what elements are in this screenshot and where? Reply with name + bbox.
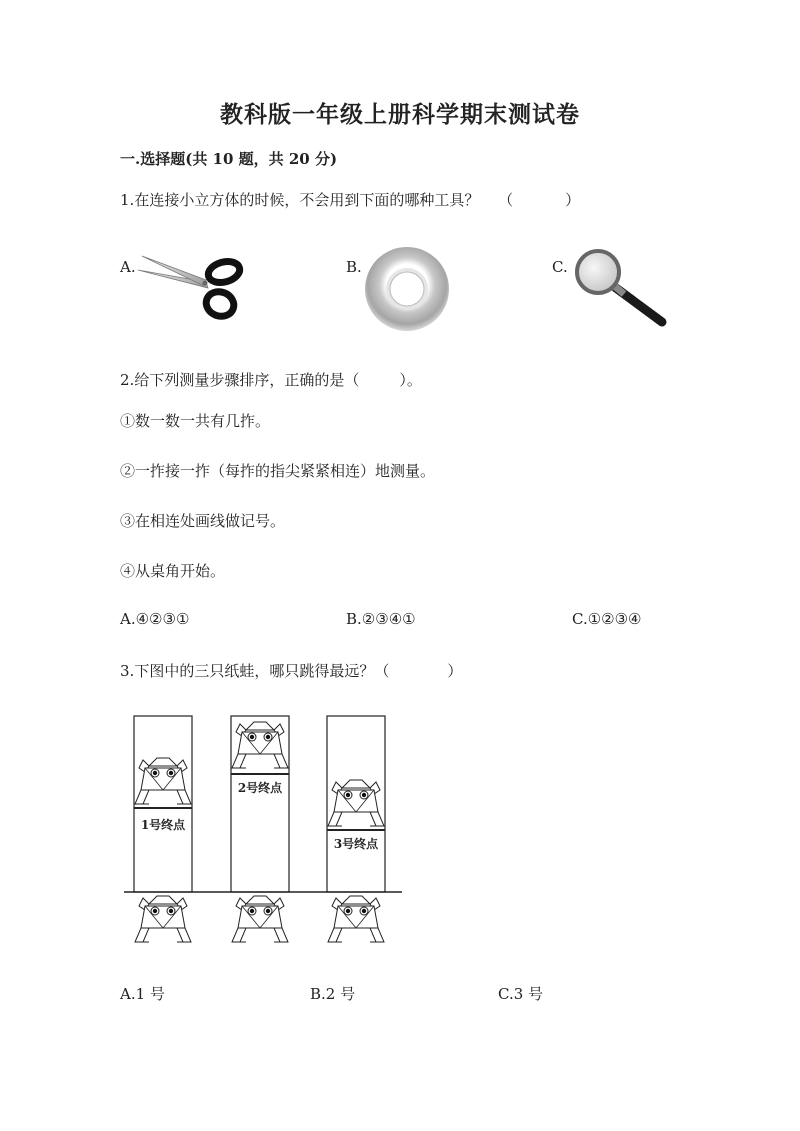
frog-3-end: [328, 780, 384, 826]
answer-paren-close: ）: [565, 191, 581, 209]
question-text-end: ）。: [399, 371, 422, 389]
option-label: B.: [346, 610, 362, 628]
frog-3-start: [328, 896, 384, 942]
frog-1-end: [135, 758, 191, 804]
frog-2-end: [232, 722, 288, 768]
step-1: ①数一数一共有几拃。: [120, 412, 271, 430]
question-text: 下图中的三只纸蛙，哪只跳得最远？（: [134, 662, 390, 680]
option-label: B.: [310, 985, 326, 1003]
magnifying-glass-icon: [572, 250, 668, 330]
option-b-label: B.: [346, 258, 362, 276]
option-c: [572, 610, 642, 628]
endpoint-label-1: 1号终点: [140, 818, 186, 832]
frog-1-start: [135, 896, 191, 942]
option-a: [120, 983, 165, 1004]
option-a: [120, 610, 189, 628]
question-3: [120, 660, 462, 681]
option-b: [310, 983, 355, 1004]
option-label: C.: [572, 610, 588, 628]
answer-paren-open: （: [498, 191, 514, 209]
tape-roll-icon: [362, 244, 452, 334]
option-value: 1 号: [135, 985, 165, 1003]
question-text: 给下列测量步骤排序，正确的是（: [134, 371, 360, 389]
endpoint-label-2: 2号终点: [237, 781, 283, 795]
option-value: ①②③④: [587, 610, 642, 628]
option-a-label: A.: [120, 258, 136, 276]
question-number: 1.: [120, 191, 135, 209]
frog-2-start: [232, 896, 288, 942]
option-b: [346, 610, 416, 628]
question-text-end: ）: [447, 662, 463, 680]
step-3: ③在相连处画线做记号。: [120, 512, 286, 530]
option-label: A.: [120, 985, 136, 1003]
option-label: A.: [120, 610, 136, 628]
scissors-icon: [136, 252, 246, 324]
endpoint-label-3: 3号终点: [333, 837, 379, 851]
step-4: ④从桌角开始。: [120, 562, 226, 580]
question-2: [120, 369, 422, 390]
page-title: 教科版一年级上册科学期末测试卷: [220, 101, 580, 128]
option-value: 2 号: [325, 985, 356, 1003]
question-1: [120, 189, 580, 210]
option-c: [498, 983, 543, 1004]
section-heading: 一.选择题(共 10 题，共 20 分): [120, 150, 338, 168]
option-value: 3 号: [513, 985, 544, 1003]
option-value: ④②③①: [135, 610, 190, 628]
option-label: C.: [498, 985, 514, 1003]
question-text: 在连接小立方体的时候，不会用到下面的哪种工具？: [134, 191, 480, 209]
frog-jump-figure: [120, 710, 410, 960]
step-2: ②一拃接一拃（每拃的指尖紧紧相连）地测量。: [120, 462, 436, 480]
option-value: ②③④①: [361, 610, 416, 628]
question-number: 2.: [120, 371, 135, 389]
option-c-label: C.: [552, 258, 568, 276]
question-number: 3.: [120, 662, 135, 680]
